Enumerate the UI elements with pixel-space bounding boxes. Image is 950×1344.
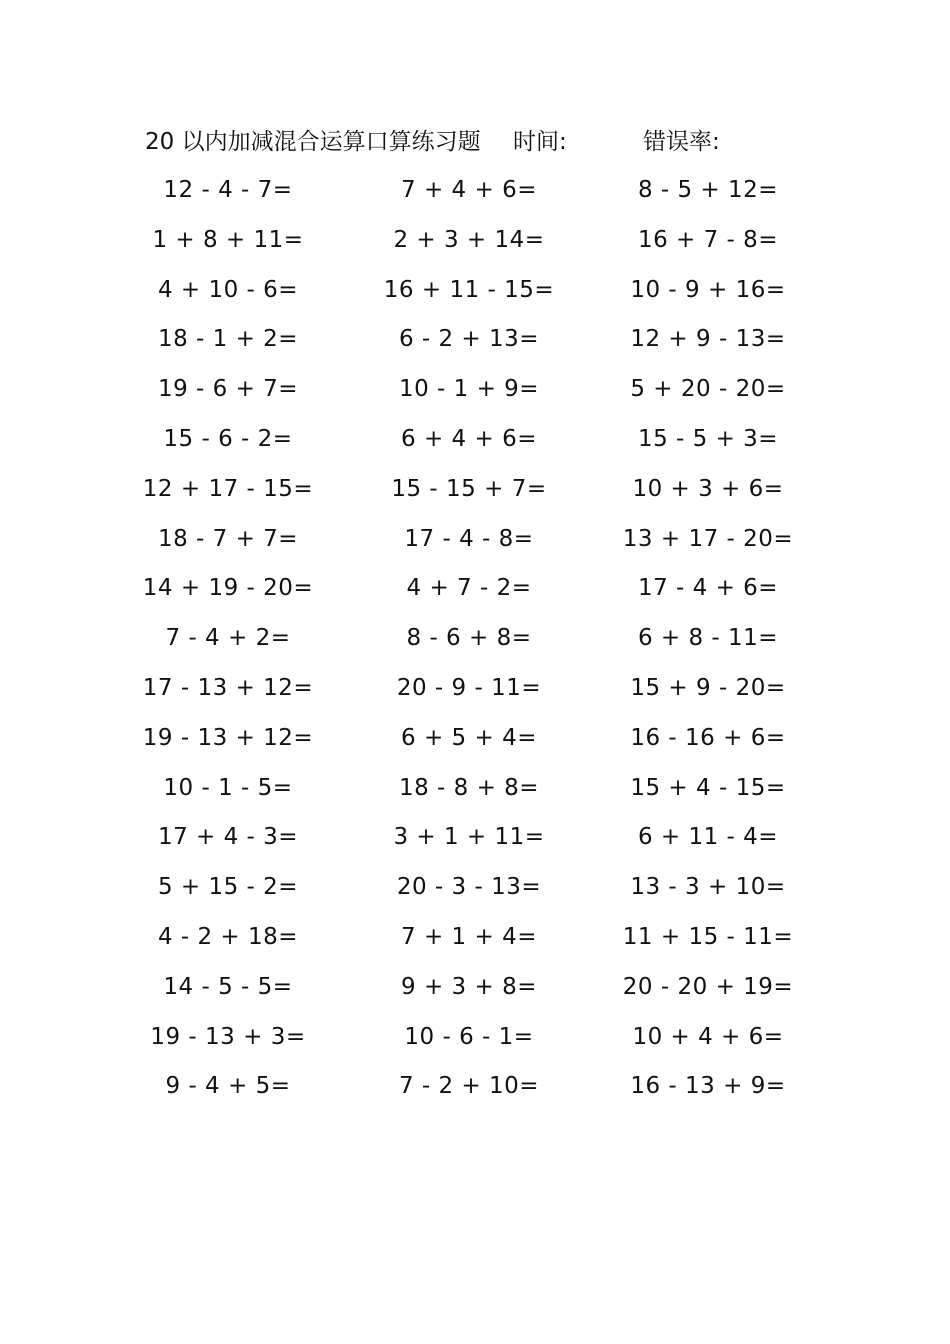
math-problem: 20 - 9 - 11= [396,674,542,701]
problem-row [0,365,950,415]
math-problem: 19 - 13 + 3= [150,1023,306,1050]
math-problem: 16 - 16 + 6= [630,724,786,751]
problem-row [0,166,950,216]
problem-row [0,1062,950,1112]
problem-row [0,764,950,814]
problem-row [0,913,950,963]
problem-row [0,465,950,515]
math-problem: 2 + 3 + 14= [393,226,545,253]
math-problem: 11 + 15 - 11= [622,923,794,950]
math-problem: 17 - 13 + 12= [142,674,314,701]
math-problem: 15 + 4 - 15= [630,774,786,801]
math-problem: 10 - 1 - 5= [163,774,293,801]
problem-row [0,266,950,316]
math-problem: 16 + 7 - 8= [637,226,779,253]
time-label: 时间: [513,129,567,155]
error-rate-label: 错误率: [643,129,720,155]
math-problem: 10 - 6 - 1= [404,1023,534,1050]
problem-grid [0,166,950,1112]
math-problem: 15 - 15 + 7= [391,475,547,502]
math-problem: 7 - 4 + 2= [165,625,291,652]
problem-row [0,564,950,614]
worksheet-title: 20 以内加减混合运算口算练习题 [145,129,481,155]
problem-row [0,664,950,714]
problem-row [0,813,950,863]
math-problem: 17 + 4 - 3= [157,824,299,851]
problem-row [0,216,950,266]
math-problem: 5 + 15 - 2= [157,874,299,901]
math-problem: 10 - 1 + 9= [398,376,540,403]
math-problem: 15 + 9 - 20= [630,674,786,701]
math-problem: 7 + 4 + 6= [401,177,537,203]
problem-row [0,515,950,565]
math-problem: 16 - 13 + 9= [630,1073,786,1100]
math-problem: 13 + 17 - 20= [622,525,794,552]
math-problem: 18 - 7 + 7= [157,525,299,552]
math-problem: 16 + 11 - 15= [383,276,555,303]
math-problem: 7 + 1 + 4= [401,923,537,950]
math-problem: 3 + 1 + 11= [393,824,545,851]
math-problem: 18 - 8 + 8= [398,774,540,801]
math-problem: 15 - 6 - 2= [163,425,293,452]
math-problem: 7 - 2 + 10= [398,1073,540,1100]
math-problem: 13 - 3 + 10= [630,874,786,901]
math-problem: 10 + 4 + 6= [632,1023,784,1050]
math-problem: 19 - 6 + 7= [157,376,299,403]
math-problem: 6 + 4 + 6= [401,425,537,452]
math-problem: 4 + 10 - 6= [157,276,299,303]
math-problem: 12 + 17 - 15= [142,475,314,502]
math-problem: 8 - 5 + 12= [637,177,779,203]
math-problem: 17 - 4 - 8= [404,525,534,552]
math-problem: 10 + 3 + 6= [632,475,784,502]
math-problem: 9 + 3 + 8= [401,973,537,1000]
math-problem: 15 - 5 + 3= [637,425,779,452]
math-problem: 5 + 20 - 20= [630,376,786,403]
math-problem: 4 - 2 + 18= [157,923,299,950]
problem-row [0,963,950,1013]
math-problem: 9 - 4 + 5= [165,1073,291,1100]
math-problem: 4 + 7 - 2= [406,575,532,602]
math-problem: 6 + 11 - 4= [637,824,779,851]
math-problem: 8 - 6 + 8= [406,625,532,652]
math-problem: 6 + 8 - 11= [637,625,779,652]
math-problem: 6 + 5 + 4= [401,724,537,751]
math-problem: 19 - 13 + 12= [142,724,314,751]
math-problem: 12 - 4 - 7= [163,177,293,203]
math-problem: 10 - 9 + 16= [630,276,786,303]
math-problem: 17 - 4 + 6= [637,575,779,602]
problem-row [0,714,950,764]
math-problem: 20 - 20 + 19= [622,973,794,1000]
math-problem: 18 - 1 + 2= [157,326,299,353]
math-problem: 14 + 19 - 20= [142,575,314,602]
math-problem: 1 + 8 + 11= [152,226,304,253]
math-problem: 14 - 5 - 5= [163,973,293,1000]
problem-row [0,415,950,465]
math-problem: 20 - 3 - 13= [396,874,542,901]
math-problem: 6 - 2 + 13= [398,326,540,353]
problem-row [0,1013,950,1063]
worksheet-header [145,124,865,160]
problem-row [0,863,950,913]
problem-row [0,315,950,365]
math-problem: 12 + 9 - 13= [630,326,786,353]
problem-row [0,614,950,664]
